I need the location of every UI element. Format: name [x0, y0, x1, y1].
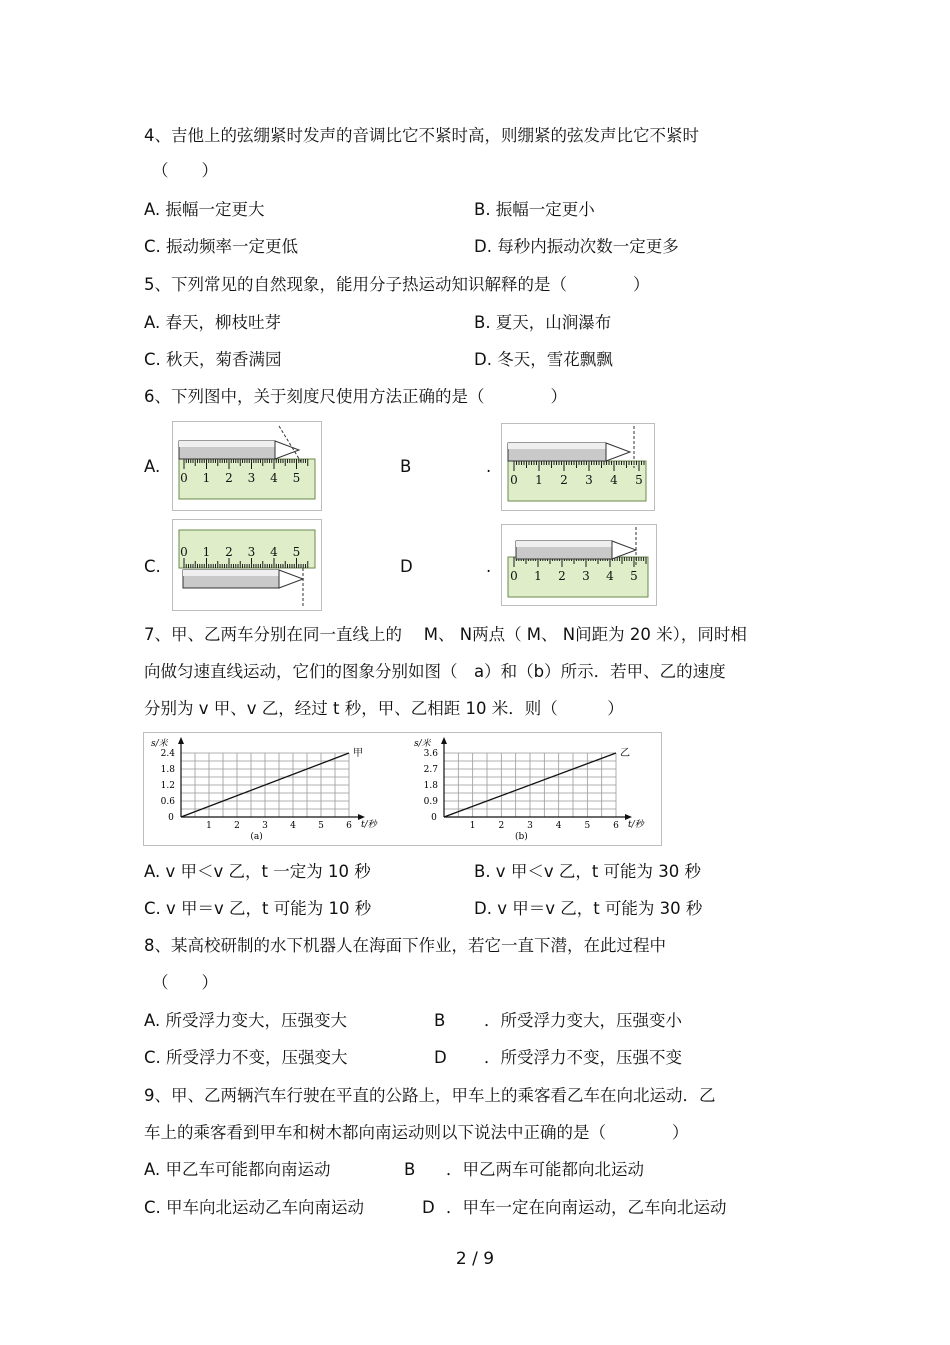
measured-object-highlight — [508, 443, 606, 449]
y-axis-label: s/米 — [414, 739, 431, 749]
x-tick-label: 4 — [555, 821, 562, 831]
y-tick-label: 2.7 — [423, 765, 438, 775]
ruler-tick-label: 0 — [180, 545, 188, 559]
q6-option-c: C. — [144, 557, 161, 576]
q8-stem: 8、某高校研制的水下机器人在海面下作业，若它一直下潜，在此过程中 — [144, 936, 666, 955]
x-tick-label: 2 — [498, 821, 505, 831]
x-tick-label: 6 — [613, 821, 619, 831]
object-tip — [279, 570, 303, 588]
q8-option-b: ．所受浮力变大，压强变小 — [484, 1011, 682, 1030]
q9-option-b-letter: B — [404, 1160, 416, 1179]
series-label: 甲 — [353, 748, 363, 759]
ruler-tick-label: 4 — [606, 569, 614, 583]
ruler-tick-label: 1 — [202, 471, 211, 485]
ruler-tick-label: 4 — [270, 545, 278, 559]
x-axis-label: t/秒 — [628, 820, 644, 830]
y-tick-label: 1.8 — [423, 781, 438, 791]
ruler-tick-label: 2 — [558, 569, 566, 583]
q4-stem: 4、吉他上的弦绷紧时发声的音调比它不紧时高，则绷紧的弦发声比它不紧时 — [144, 126, 699, 145]
ruler-tick-label: 3 — [582, 569, 590, 583]
q5-option-d: D. 冬天，雪花飘飘 — [474, 350, 613, 369]
q8-option-d: ．所受浮力不变，压强不变 — [484, 1048, 682, 1067]
q4-answer-paren: （ ） — [152, 161, 218, 180]
ruler-figure-d-svg — [502, 525, 656, 605]
x-tick-label: 5 — [318, 821, 324, 831]
q7-option-b: B. v 甲＜v 乙，t 可能为 30 秒 — [474, 862, 702, 881]
y-tick-label: 2.4 — [160, 749, 175, 759]
ruler-tick-label: 5 — [292, 471, 301, 485]
y-tick-label: 1.2 — [160, 781, 175, 791]
q9-option-d: ．甲车一定在向南运动，乙车向北运动 — [446, 1198, 727, 1217]
q4-option-d: D. 每秒内振动次数一定更多 — [474, 237, 679, 256]
ruler-tick-label: 0 — [180, 471, 188, 485]
q5-option-c: C. 秋天，菊香满园 — [144, 350, 282, 369]
ruler-figure-a — [172, 421, 322, 511]
y-axis-arrow — [178, 737, 184, 744]
q5-option-b: B. 夏天，山涧瀑布 — [474, 313, 612, 332]
ruler-tick-label: 1 — [535, 473, 543, 487]
measured-object-highlight — [516, 541, 612, 547]
object-tip — [606, 443, 630, 461]
ruler-tick-label: 1 — [202, 545, 211, 559]
origin-label: 0 — [168, 813, 174, 823]
ruler-figure-a-svg — [173, 422, 321, 510]
ruler-tick-label: 2 — [560, 473, 568, 487]
ruler-tick-label: 2 — [225, 545, 233, 559]
ruler-figure-c-svg — [173, 520, 321, 610]
q6-option-a: A. — [144, 457, 161, 476]
q5-stem: 5、下列常见的自然现象，能用分子热运动知识解释的是（ ） — [144, 275, 650, 294]
q9-option-a: A. 甲乙车可能都向南运动 — [144, 1160, 331, 1179]
q6-option-b-dot: . — [486, 457, 492, 476]
q9-option-b: ．甲乙两车可能都向北运动 — [446, 1160, 644, 1179]
q8-option-b-letter: B — [434, 1011, 446, 1030]
ruler-tick-label: 3 — [247, 471, 256, 485]
q7-stem-line3: 分别为 v 甲、v 乙，经过 t 秒，甲、乙相距 10 米．则（ ） — [144, 699, 624, 718]
ruler-tick-label: 0 — [510, 473, 518, 487]
x-tick-label: 6 — [346, 821, 352, 831]
q6-option-d: D — [400, 557, 413, 576]
q7-option-a: A. v 甲＜v 乙，t 一定为 10 秒 — [144, 862, 371, 881]
x-tick-label: 1 — [469, 821, 476, 831]
ruler-tick-label: 5 — [630, 569, 638, 583]
q6-option-d-dot: . — [486, 557, 492, 576]
ruler-tick-label: 5 — [635, 473, 643, 487]
q4-option-c: C. 振动频率一定更低 — [144, 237, 299, 256]
q9-stem-line1: 9、甲、乙两辆汽车行驶在平直的公路上，甲车上的乘客看乙车在向北运动．乙 — [144, 1086, 716, 1105]
q5-option-a: A. 春天，柳枝吐芽 — [144, 313, 281, 332]
page-number: 2 / 9 — [455, 1249, 495, 1269]
ruler-tick-label: 3 — [585, 473, 593, 487]
ruler-figure-c — [172, 519, 322, 611]
y-axis-arrow — [441, 737, 447, 744]
q7-stem-line2: 向做匀速直线运动，它们的图象分别如图（ a）和（b）所示．若甲、乙的速度 — [144, 662, 726, 681]
x-tick-label: 2 — [234, 821, 240, 831]
ruler-tick-label: 1 — [534, 569, 542, 583]
q8-option-c: C. 所受浮力不变，压强变大 — [144, 1048, 348, 1067]
x-tick-label: 3 — [262, 821, 268, 831]
ruler-tick-label: 3 — [247, 545, 256, 559]
ruler-tick-label: 0 — [510, 569, 518, 583]
q7-option-d: D. v 甲＝v 乙，t 可能为 30 秒 — [474, 899, 703, 918]
y-tick-label: 0.6 — [160, 797, 175, 807]
q7-stem-line1: 7、甲、乙两车分别在同一直线上的 M、 N两点（ M、 N间距为 20 米），同时相 — [144, 625, 747, 644]
q8-option-a: A. 所受浮力变大，压强变大 — [144, 1011, 347, 1030]
origin-label: 0 — [431, 813, 437, 823]
ruler-figure-b-svg — [502, 424, 654, 510]
q7-option-c: C. v 甲＝v 乙，t 可能为 10 秒 — [144, 899, 372, 918]
object-tip — [275, 441, 299, 459]
measured-object-highlight — [179, 441, 275, 447]
y-tick-label: 3.6 — [423, 749, 438, 759]
q6-stem: 6、下列图中，关于刻度尺使用方法正确的是（ ） — [144, 387, 567, 406]
q8-option-d-letter: D — [434, 1048, 447, 1067]
q9-option-d-letter: D — [422, 1198, 435, 1217]
x-tick-label: 1 — [206, 821, 212, 831]
q8-answer-paren: （ ） — [152, 973, 218, 992]
x-tick-label: 3 — [527, 821, 533, 831]
ruler-tick-label: 4 — [610, 473, 618, 487]
q4-option-b: B. 振幅一定更小 — [474, 200, 595, 219]
q6-option-b: B — [400, 457, 412, 476]
graph-caption: (b) — [515, 832, 528, 842]
q9-option-c: C. 甲车向北运动乙车向南运动 — [144, 1198, 365, 1217]
y-tick-label: 0.9 — [423, 797, 438, 807]
y-tick-label: 1.8 — [160, 765, 175, 775]
ruler-body — [508, 557, 648, 597]
q7-graphs-svg — [144, 733, 661, 845]
graph-caption: (a) — [250, 832, 263, 842]
ruler-tick-label: 4 — [270, 471, 278, 485]
ruler-tick-label: 5 — [292, 545, 301, 559]
x-tick-label: 5 — [584, 821, 591, 831]
measured-object-highlight — [183, 570, 279, 576]
q4-option-a: A. 振幅一定更大 — [144, 200, 265, 219]
ruler-tick-label: 2 — [225, 471, 233, 485]
object-tip — [612, 541, 636, 559]
x-tick-label: 4 — [290, 821, 296, 831]
series-label: 乙 — [620, 748, 630, 759]
ruler-figure-b — [501, 423, 655, 511]
ruler-figure-d — [501, 524, 657, 606]
x-axis-label: t/秒 — [361, 820, 377, 830]
q7-graphs-figure — [143, 732, 662, 846]
y-axis-label: s/米 — [151, 739, 168, 749]
q9-stem-line2: 车上的乘客看到甲车和树木都向南运动则以下说法中正确的是（ ） — [144, 1123, 689, 1142]
